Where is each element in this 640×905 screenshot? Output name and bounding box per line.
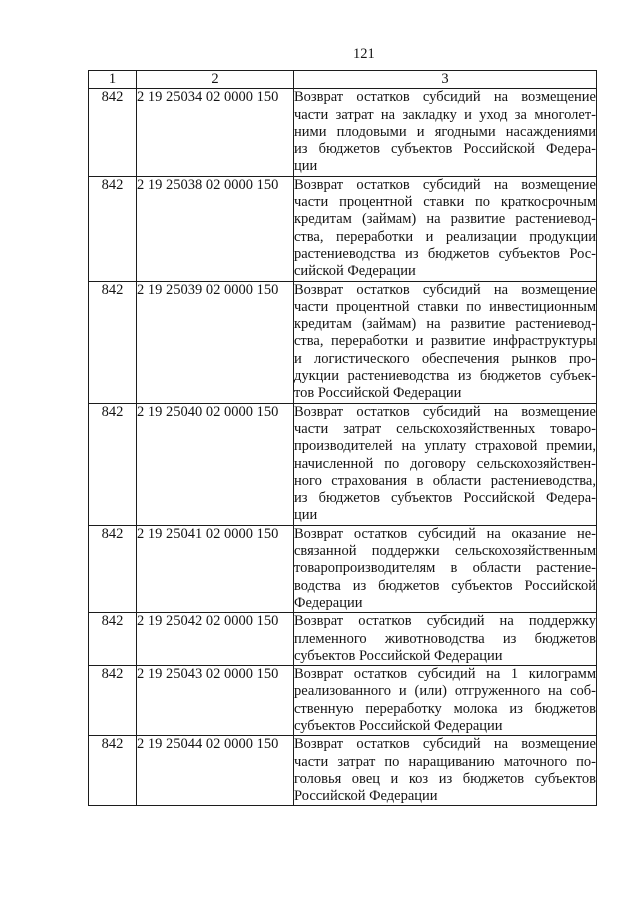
description-line: ции — [294, 507, 318, 524]
column-header: 2 — [137, 71, 294, 89]
description-line: Возврат остатков субсидий на возмещение — [294, 736, 596, 753]
column-header: 3 — [294, 71, 597, 89]
description-line: Возврат остатков субсидий на 1 килограмм — [294, 666, 596, 683]
description-line: и логистического обеспечения рынков про- — [294, 350, 596, 367]
admin-code-cell: 842 — [89, 403, 137, 525]
kbk-code-cell: 2 19 25039 02 0000 150 — [137, 281, 294, 403]
table-row — [89, 666, 597, 736]
kbk-code-cell: 2 19 25043 02 0000 150 — [137, 666, 294, 736]
description-line: водства из бюджетов субъектов Российской — [294, 577, 596, 594]
description-line: Возврат остатков субсидий на оказание не- — [294, 525, 596, 542]
kbk-code-cell: 2 19 25040 02 0000 150 — [137, 403, 294, 525]
description-cell — [294, 403, 597, 525]
description-cell — [294, 281, 597, 403]
description-line: производителей на уплату страховой премии, — [294, 438, 596, 455]
description-line: кредитам (займам) на развитие растениевод- — [294, 316, 596, 333]
description-line: ними плодовыми и ягодными насаждениями — [294, 123, 596, 140]
kbk-code-cell: 2 19 25041 02 0000 150 — [137, 525, 294, 612]
table-row — [89, 281, 597, 403]
description-line: части процентной ставки по инвестиционным — [294, 298, 596, 315]
table-row — [89, 403, 597, 525]
admin-code-cell: 842 — [89, 176, 137, 281]
admin-code-cell: 842 — [89, 736, 137, 806]
description-line: головья овец и коз из бюджетов субъектов — [294, 770, 596, 787]
description-line: субъектов Российской Федерации — [294, 647, 503, 664]
description-line: части затрат сельскохозяйственных товаро- — [294, 420, 596, 437]
description-cell — [294, 176, 597, 281]
description-line: части затрат по наращиванию маточного по- — [294, 753, 596, 770]
description-line: сийской Федерации — [294, 263, 416, 280]
description-line: ственную переработку молока из бюджетов — [294, 700, 596, 717]
description-line: ции — [294, 158, 318, 175]
description-line: Возврат остатков субсидий на возмещение — [294, 403, 596, 420]
description-line: Возврат остатков субсидий на возмещение — [294, 281, 596, 298]
description-line: субъектов Российской Федерации — [294, 717, 503, 734]
kbk-code-cell: 2 19 25034 02 0000 150 — [137, 89, 294, 176]
description-line: растениеводства из бюджетов субъектов Рос- — [294, 245, 596, 262]
description-line: части затрат на закладку и уход за многолет- — [294, 106, 596, 123]
column-header: 1 — [89, 71, 137, 89]
description-line: ства, переработки и развитие инфраструктуры — [294, 333, 596, 350]
description-line: связанной поддержки сельскохозяйственным — [294, 543, 596, 560]
table-row — [89, 89, 597, 176]
admin-code-cell: 842 — [89, 613, 137, 666]
description-line: из бюджетов субъектов Российской Федера- — [294, 490, 596, 507]
page-number: 121 — [353, 46, 375, 62]
kbk-code-cell: 2 19 25044 02 0000 150 — [137, 736, 294, 806]
description-cell — [294, 89, 597, 176]
kbk-code-cell: 2 19 25038 02 0000 150 — [137, 176, 294, 281]
description-line: тов Российской Федерации — [294, 385, 462, 402]
description-line: Возврат остатков субсидий на возмещение — [294, 89, 596, 106]
description-line: племенного животноводства из бюджетов — [294, 630, 596, 647]
table-row — [89, 176, 597, 281]
description-line: начисленной по договору сельскохозяйствен- — [294, 455, 596, 472]
budget-classification-table — [88, 70, 597, 806]
description-line: Федерации — [294, 594, 363, 611]
description-line: дукции растениеводства из бюджетов субъек- — [294, 368, 596, 385]
table-row — [89, 613, 597, 666]
description-cell — [294, 736, 597, 806]
admin-code-cell: 842 — [89, 89, 137, 176]
description-cell — [294, 613, 597, 666]
description-line: из бюджетов субъектов Российской Федера- — [294, 141, 596, 158]
admin-code-cell: 842 — [89, 281, 137, 403]
description-cell — [294, 525, 597, 612]
description-cell — [294, 666, 597, 736]
description-line: ного страхования в области растениеводства, — [294, 472, 596, 489]
admin-code-cell: 842 — [89, 666, 137, 736]
description-line: Возврат остатков субсидий на возмещение — [294, 176, 596, 193]
description-line: товаропроизводителям в области растение- — [294, 560, 596, 577]
description-line: части процентной ставки по краткосрочным — [294, 194, 596, 211]
kbk-code-cell: 2 19 25042 02 0000 150 — [137, 613, 294, 666]
description-line: реализованного и (или) отгруженного на соб- — [294, 683, 596, 700]
table-row — [89, 736, 597, 806]
description-line: Возврат остатков субсидий на поддержку — [294, 613, 596, 630]
admin-code-cell: 842 — [89, 525, 137, 612]
table-row — [89, 525, 597, 612]
description-line: Российской Федерации — [294, 788, 438, 805]
description-line: кредитам (займам) на развитие растениевод- — [294, 211, 596, 228]
description-line: ства, переработки и реализации продукции — [294, 228, 596, 245]
table-header-row — [89, 71, 597, 89]
